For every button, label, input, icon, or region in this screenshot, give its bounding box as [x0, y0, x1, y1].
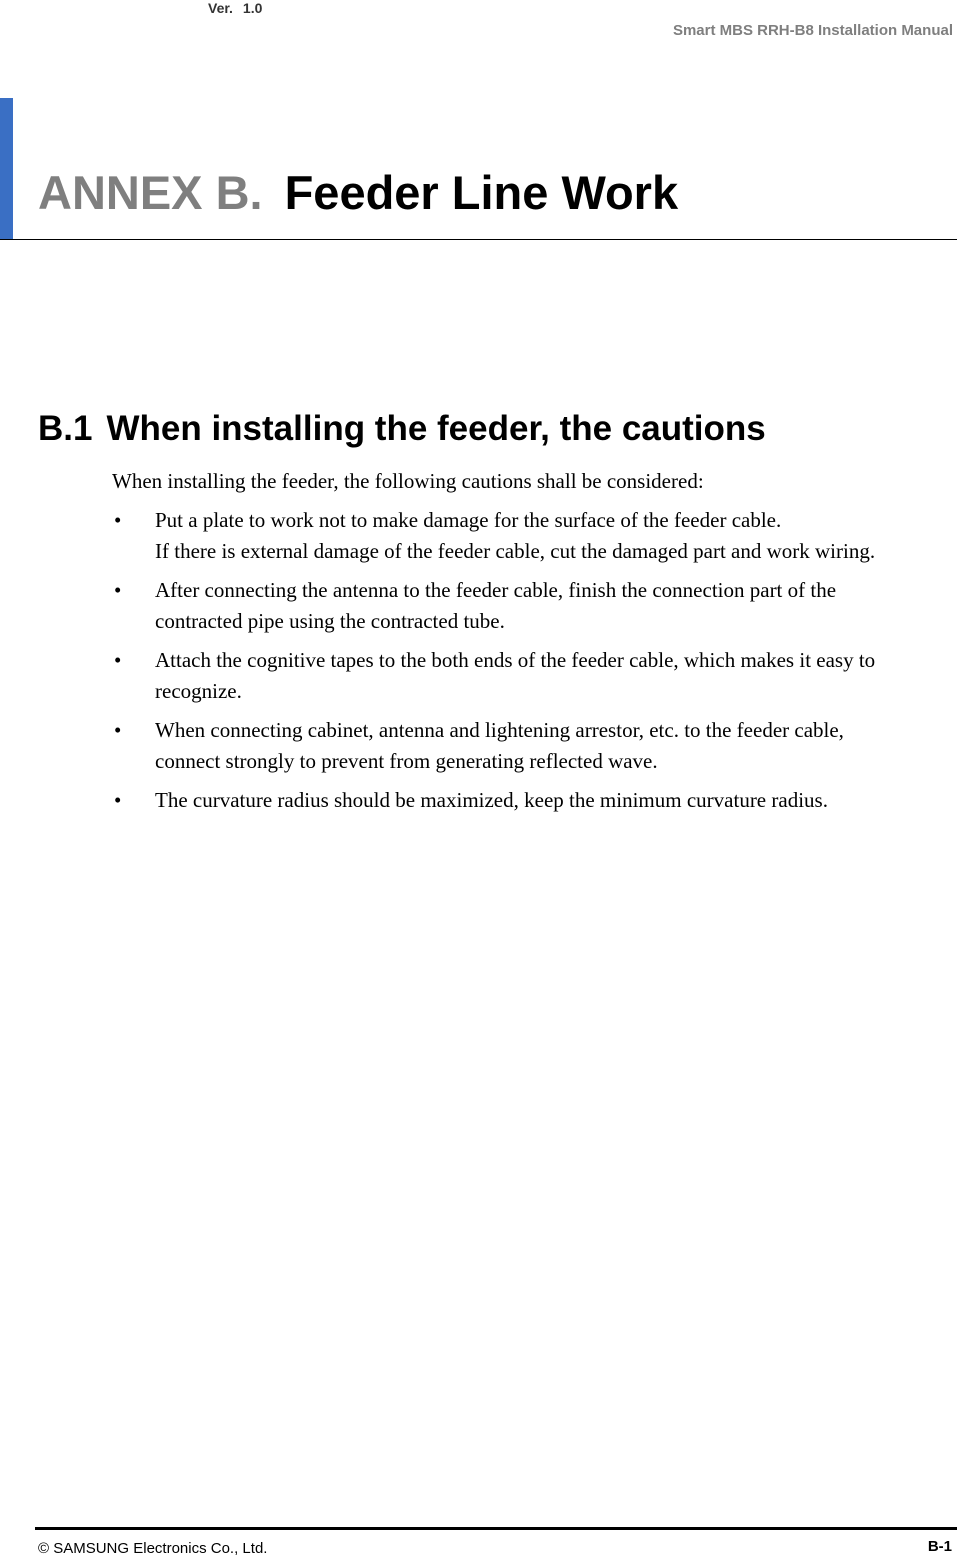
caution-line: contracted pipe using the contracted tube. — [155, 609, 505, 633]
manual-title: Smart MBS RRH-B8 Installation Manual — [672, 22, 953, 39]
caution-line: When connecting cabinet, antenna and lightening arrestor, etc. to the feeder cable, — [155, 718, 844, 742]
annex-label: ANNEX B. — [38, 166, 263, 219]
bullet-icon: • — [114, 508, 122, 532]
page-number: B-1 — [927, 1538, 952, 1555]
caution-line: If there is external damage of the feeder cable, cut the damaged part and work wiring. — [155, 539, 876, 563]
footer-divider — [35, 1527, 957, 1530]
version-number: 1.0 — [242, 0, 263, 16]
annex-accent-bar — [0, 98, 13, 240]
caution-line: After connecting the antenna to the feeder cable, finish the connection part of the — [155, 578, 837, 602]
bullet-icon: • — [114, 578, 122, 602]
section-intro: When installing the feeder, the following cautions shall be considered: — [112, 469, 704, 493]
list-item — [112, 645, 952, 707]
bullet-icon: • — [114, 788, 122, 812]
section-heading — [38, 406, 766, 452]
caution-line: The curvature radius should be maximized, keep the minimum curvature radius. — [155, 788, 828, 812]
section-number: B.1 — [38, 409, 93, 448]
list-item — [112, 785, 952, 816]
caution-line: recognize. — [155, 679, 242, 703]
footer-copyright: © SAMSUNG Electronics Co., Ltd. — [38, 1540, 268, 1557]
version-text: Ver. — [208, 0, 233, 16]
cautions-list — [112, 505, 952, 824]
version-label — [208, 0, 262, 16]
section-title: When installing the feeder, the cautions — [106, 409, 766, 448]
annex-title: Feeder Line Work — [284, 166, 679, 219]
list-item — [112, 505, 952, 567]
bullet-icon: • — [114, 718, 122, 742]
annex-divider — [0, 239, 957, 240]
annex-heading — [38, 163, 678, 223]
list-item — [112, 715, 952, 777]
bullet-icon: • — [114, 648, 122, 672]
list-item — [112, 575, 952, 637]
caution-line: Put a plate to work not to make damage for the surface of the feeder cable. — [155, 508, 782, 532]
caution-line: connect strongly to prevent from generating reflected wave. — [155, 749, 658, 773]
caution-line: Attach the cognitive tapes to the both ends of the feeder cable, which makes it easy to — [155, 648, 876, 672]
